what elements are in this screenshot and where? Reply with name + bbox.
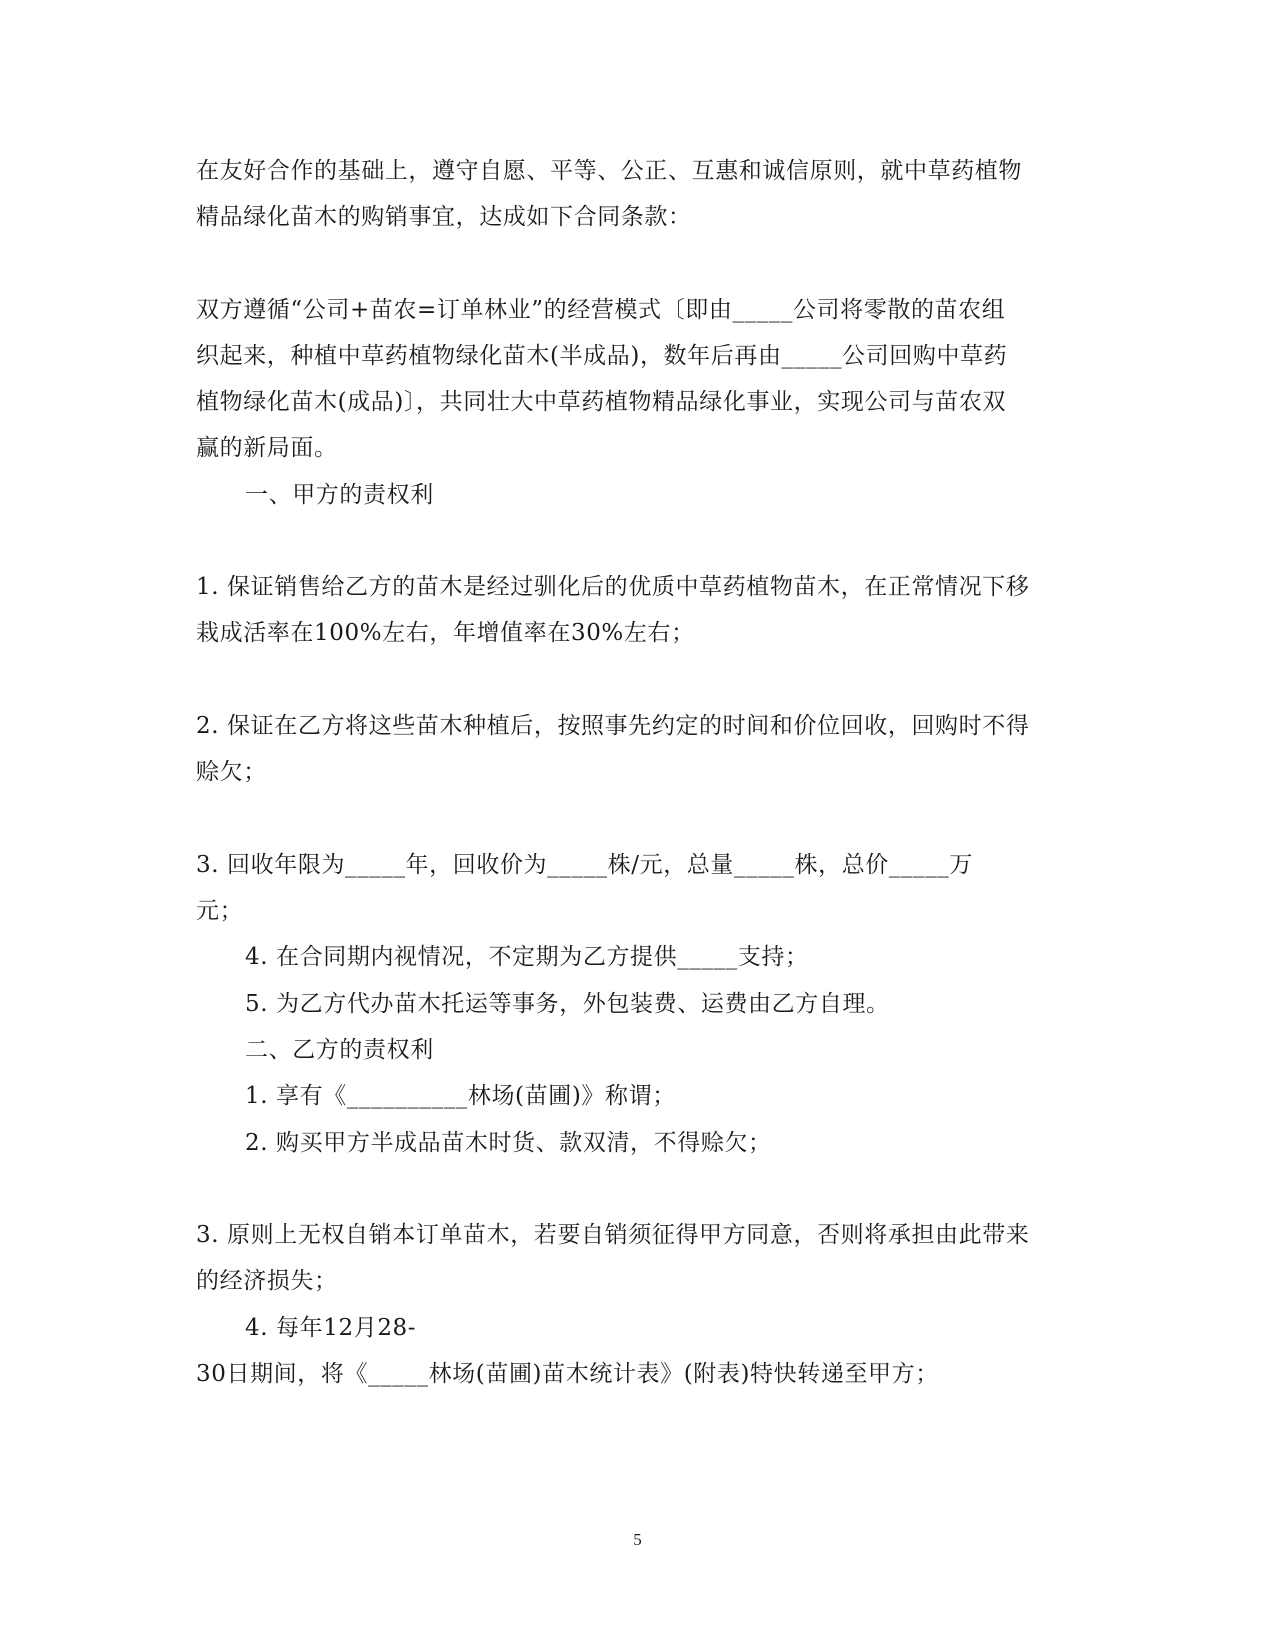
clause-b3-line-2: 的经济损失； xyxy=(196,1268,338,1294)
paragraph-model-line-3: 植物绿化苗木(成品)〕，共同壮大中草药植物精品绿化事业，实现公司与苗农双 xyxy=(196,389,1007,415)
clause-a2-line-1: 2. 保证在乙方将这些苗木种植后，按照事先约定的时间和价位回收，回购时不得 xyxy=(196,713,1030,739)
section-heading-party-b: 二、乙方的责权利 xyxy=(245,1037,434,1063)
paragraph-model-line-4: 赢的新局面。 xyxy=(196,435,338,461)
clause-a5: 5. 为乙方代办苗木托运等事务，外包装费、运费由乙方自理。 xyxy=(245,991,890,1017)
paragraph-model-line-1: 双方遵循“公司+苗农=订单林业”的经营模式〔即由_____公司将零散的苗农组 xyxy=(196,297,1006,323)
clause-b4-line-1: 4. 每年12月28- xyxy=(245,1315,417,1341)
clause-a3-line-1: 3. 回收年限为_____年，回收价为_____株/元，总量_____株，总价_____万 xyxy=(196,852,974,878)
clause-a4: 4. 在合同期内视情况，不定期为乙方提供_____支持； xyxy=(245,944,809,970)
section-heading-party-a: 一、甲方的责权利 xyxy=(245,482,434,508)
paragraph-intro-line-2: 精品绿化苗木的购销事宜，达成如下合同条款： xyxy=(196,204,692,230)
clause-b1: 1. 享有《__________林场(苗圃)》称谓； xyxy=(245,1083,676,1109)
clause-b3-line-1: 3. 原则上无权自销本订单苗木，若要自销须征得甲方同意，否则将承担由此带来 xyxy=(196,1222,1030,1248)
page-number: 5 xyxy=(633,1530,642,1549)
clause-a1-line-1: 1. 保证销售给乙方的苗木是经过驯化后的优质中草药植物苗木，在正常情况下移 xyxy=(196,574,1030,600)
clause-b4-line-2: 30日期间，将《_____林场(苗圃)苗木统计表》(附表)特快转递至甲方； xyxy=(196,1361,939,1387)
clause-b2: 2. 购买甲方半成品苗木时货、款双清，不得赊欠； xyxy=(245,1130,772,1156)
paragraph-intro-line-1: 在友好合作的基础上，遵守自愿、平等、公正、互惠和诚信原则，就中草药植物 xyxy=(196,158,1022,184)
clause-a3-line-2: 元； xyxy=(196,898,244,924)
clause-a1-line-2: 栽成活率在100%左右，年增值率在30%左右； xyxy=(196,620,695,646)
clause-a2-line-2: 赊欠； xyxy=(196,759,267,785)
paragraph-model-line-2: 织起来，种植中草药植物绿化苗木(半成品)，数年后再由_____公司回购中草药 xyxy=(196,343,1008,369)
